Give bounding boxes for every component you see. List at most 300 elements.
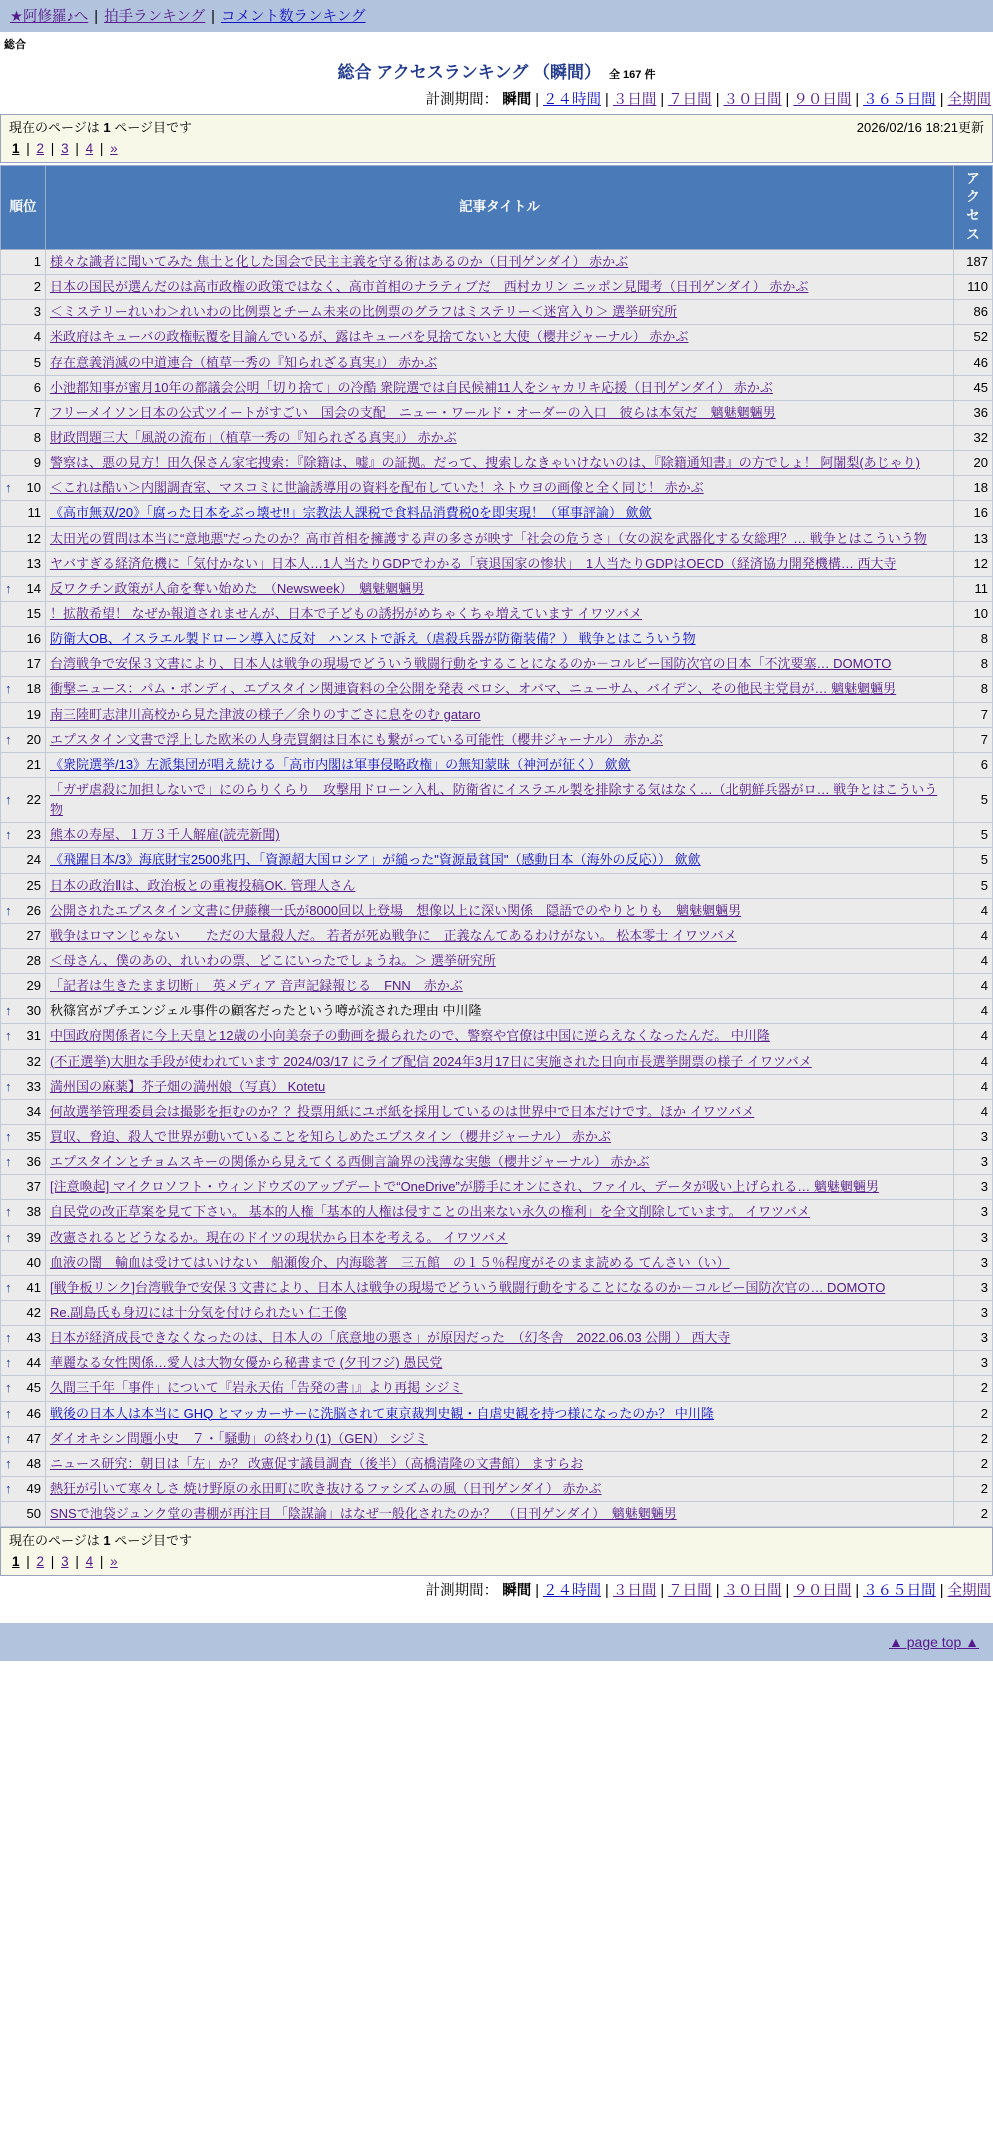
article-link[interactable]: 南三陸町志津川高校から見た津波の様子／余りのすごさに息をのむ gataro [50, 706, 481, 722]
ranking-table [0, 165, 993, 1528]
article-link[interactable]: 太田光の質問は本当に“意地悪”だったのか？高市首相を擁護する声の多さが映す「社会の危うさ」（女の涙を武器化する女総理？… 戦争とはこういう物 [50, 530, 927, 546]
updated-timestamp: 2026/02/16 18:21更新 [856, 120, 984, 135]
separator: | [22, 140, 34, 156]
article-link[interactable]: 熱狂が引いて寒々しさ 焼け野原の永田町に吹き抜けるファシズムの風（日刊ゲンダイ） 赤かぶ [50, 1480, 602, 1496]
rank-cell [1, 1175, 46, 1200]
rank-number: 46 [26, 1405, 41, 1421]
table-row [1, 1175, 993, 1200]
rank-number: 9 [33, 455, 41, 471]
rank-number: 10 [26, 480, 41, 496]
access-count: 4 [980, 978, 988, 994]
rank-number: 19 [26, 706, 41, 722]
rank-cell [1, 1049, 46, 1074]
article-link[interactable]: 防衛大OB、イスラエル製ドローン導入に反対 ハンストで訴え（虐殺兵器が防衛装備？） 戦争とはこういう物 [50, 631, 696, 647]
rank-cell [1, 1200, 46, 1225]
article-link[interactable]: 血液の闇 輸血は受けてはいけない 船瀬俊介、内海聡著 三五館 の１５％程度がそのまま読める てんさい（い） [50, 1254, 730, 1270]
topnav-link[interactable]: 拍手ランキング [104, 9, 206, 25]
access-count: 4 [980, 1003, 988, 1019]
access-cell [954, 1426, 993, 1451]
topnav-link[interactable]: ★阿修羅♪へ [10, 9, 89, 25]
title-cell [46, 300, 954, 325]
access-count: 6 [980, 756, 988, 772]
article-link[interactable]: 熊本の寿屋、１万３千人解雇(読売新聞) [50, 827, 280, 843]
access-cell [954, 526, 993, 551]
rank-number: 27 [26, 927, 41, 943]
article-link[interactable]: ニュース研究：朝日は「左」か？ 改憲促す議員調査（後半）（高橋清隆の文書館） ますらお [50, 1455, 584, 1471]
article-link[interactable]: フリーメイソン日本の公式ツイートがすごい 国会の支配 ニュー・ワールド・オーダーの入口 彼らは本気だ 魑魅魍魎男 [50, 404, 776, 420]
separator: | [656, 92, 669, 108]
title-cell [46, 1351, 954, 1376]
rank-number: 25 [26, 877, 41, 893]
article-link[interactable]: 久間三千年「事件」について『岩永天佑「告発の書」』より再掲 シジミ [50, 1380, 463, 1396]
title-cell [46, 1326, 954, 1351]
period-link[interactable]: ３日間 [612, 92, 657, 108]
access-count: 5 [980, 877, 988, 893]
rank-cell [1, 375, 46, 400]
page-link[interactable]: 2 [36, 1553, 45, 1569]
rank-up-icon: ↑ [5, 1330, 12, 1346]
title-cell [46, 778, 954, 823]
title-cell [46, 1099, 954, 1124]
table-row [1, 426, 993, 451]
rank-up-icon: ↑ [5, 1229, 12, 1245]
access-count: 7 [980, 731, 988, 747]
access-count: 2 [980, 1380, 988, 1396]
table-row [1, 823, 993, 848]
title-cell [46, 325, 954, 350]
article-link[interactable]: ＜母さん、僕のあの、れいわの票、どこにいったでしょうね。＞ 選挙研究所 [50, 953, 496, 968]
rank-cell [1, 923, 46, 948]
rank-up-icon: ↑ [5, 1380, 12, 1396]
access-cell [954, 1451, 993, 1476]
rank-up-icon: ↑ [5, 1078, 12, 1094]
page-link[interactable]: 3 [61, 1553, 69, 1569]
title-cell [46, 1200, 954, 1225]
article-link[interactable]: 買収、脅迫、殺人で世界が動いていることを知らしめたエプスタイン（櫻井ジャーナル） 赤かぶ [50, 1128, 611, 1144]
table-row [1, 1401, 993, 1426]
rank-cell [1, 702, 46, 727]
page-link[interactable]: 4 [85, 1553, 94, 1569]
access-cell [954, 1300, 993, 1325]
title-cell [46, 1024, 954, 1049]
table-row [1, 350, 993, 375]
title-cell [46, 501, 954, 526]
table-row [1, 300, 993, 325]
access-cell [954, 1502, 993, 1527]
article-link[interactable]: 華麗なる女性関係…愛人は大物女優から秘書まで (夕刊フジ) 愚民党 [50, 1355, 443, 1371]
title-cell [46, 652, 954, 677]
period-link[interactable]: ３０日間 [723, 92, 782, 108]
rank-number: 21 [26, 756, 41, 772]
topnav-link[interactable]: コメント数ランキング [220, 9, 366, 25]
rank-number: 45 [26, 1380, 41, 1396]
bottom-bar [0, 1623, 993, 1661]
access-count: 13 [973, 530, 988, 546]
access-count: 4 [980, 1053, 988, 1069]
article-link[interactable]: 「ガザ虐殺に加担しないで」にのらりくらり 攻撃用ドローン入札、防衛省にイスラエル製を排除する気はなく…（北朝鮮兵器がロ… 戦争とはこういう物 [50, 782, 938, 818]
article-link[interactable]: 小池都知事が蜜月10年の都議会公明「切り捨て」の冷酷 衆院選では自民候補11人をシャカリキ応援（日刊ゲンダイ） 赤かぶ [50, 379, 773, 395]
rank-cell [1, 1024, 46, 1049]
rank-number: 41 [26, 1279, 41, 1295]
table-row [1, 576, 993, 601]
current-page-number: 1 [103, 120, 111, 135]
period-link[interactable]: ９０日間 [793, 92, 852, 108]
access-cell [954, 426, 993, 451]
table-row [1, 873, 993, 898]
table-row [1, 1326, 993, 1351]
rank-number: 31 [26, 1028, 41, 1044]
article-link[interactable]: ダイオキシン問題小史 ７・「騒動」の終わり(1)（GEN） シジミ [50, 1430, 428, 1446]
rank-up-icon: ↑ [5, 792, 12, 808]
rank-number: 42 [26, 1304, 41, 1320]
access-cell [954, 823, 993, 848]
rank-number: 13 [26, 555, 41, 571]
rank-number: 2 [33, 279, 41, 295]
rank-cell [1, 476, 46, 501]
rank-up-icon: ↑ [5, 1279, 12, 1295]
rank-cell [1, 1426, 46, 1451]
rank-up-icon: ↑ [5, 1128, 12, 1144]
access-cell [954, 275, 993, 300]
access-cell [954, 702, 993, 727]
access-count: 3 [980, 1128, 988, 1144]
table-row [1, 898, 993, 923]
rank-up-icon: ↑ [5, 902, 12, 918]
article-link[interactable]: ＜これは酷い＞内閣調査室、マスコミに世論誘導用の資料を配布していた！ネトウヨの画像と全く同じ！ 赤かぶ [50, 480, 704, 496]
rank-number: 18 [26, 681, 41, 697]
ranking-title: 総合 アクセスランキング （瞬間） [337, 63, 601, 82]
rank-number: 4 [33, 329, 41, 345]
rank-up-icon: ↑ [5, 731, 12, 747]
title-cell [46, 250, 954, 275]
rank-up-icon: ↑ [5, 681, 12, 697]
title-cell [46, 1401, 954, 1426]
access-cell [954, 1175, 993, 1200]
article-link[interactable]: 米政府はキューバの政権転覆を目論んでいるが、露はキューバを見捨てないと大使（櫻井ジャーナル） 赤かぶ [50, 329, 689, 345]
period-nav-top [0, 85, 993, 114]
table-row [1, 923, 993, 948]
pagination-bottom [9, 1551, 984, 1571]
article-link[interactable]: 自民党の改正草案を見て下さい。 基本的人権「基本的人権は侵すことの出来ない永久の権利」を全文削除しています。 イワツバメ [50, 1204, 810, 1220]
bottom-whitespace [0, 1661, 993, 1695]
rank-number: 36 [26, 1154, 41, 1170]
table-row [1, 1351, 993, 1376]
access-cell [954, 1250, 993, 1275]
period-link[interactable]: ２４時間 [543, 92, 602, 108]
access-count: 5 [980, 792, 988, 808]
title-cell [46, 1175, 954, 1200]
rank-number: 6 [33, 379, 41, 395]
page-link[interactable]: » [110, 1553, 118, 1569]
title-cell [46, 1376, 954, 1401]
article-link[interactable]: 満州国の麻薬】芥子畑の満州娘（写真） Kotetu [50, 1078, 326, 1094]
rank-number: 43 [26, 1330, 41, 1346]
title-cell [46, 602, 954, 627]
column-header-title: 記事タイトル [46, 165, 954, 250]
article-link[interactable]: 台湾戦争で安保３文書により、日本人は戦争の現場でどういう戦闘行動をすることになるのか－コルビー国防次官の日本「不沈要塞… DOMOTO [50, 656, 892, 672]
access-count: 4 [980, 1028, 988, 1044]
access-cell [954, 501, 993, 526]
rank-number: 24 [26, 852, 41, 868]
access-count: 3 [980, 1154, 988, 1170]
article-link[interactable]: 戦後の日本人は本当に GHQ とマッカーサーに洗脳されて東京裁判史観・自虐史観を持つ様になったのか？ 中川隆 [50, 1405, 714, 1421]
period-link[interactable]: ７日間 [668, 92, 712, 108]
title-cell [46, 426, 954, 451]
access-count: 2 [980, 1405, 988, 1421]
article-link[interactable]: 日本の政治Ⅱは、政治板との重複投稿OK. 管理人さん [50, 877, 356, 893]
article-link[interactable]: 衝撃ニュース：パム・ボンディ、エプスタイン関連資料の全公開を発表 ペロシ、オバマ、ニューサム、バイデン、その他民主党員が… 魑魅魍魎男 [50, 681, 897, 697]
rank-number: 35 [26, 1128, 41, 1144]
article-link[interactable]: 公開されたエプスタイン文書に伊藤穰一氏が8000回以上登場 想像以上に深い関係 隠語でのやりとりも 魑魅魍魎男 [50, 902, 742, 918]
table-row [1, 250, 993, 275]
table-row [1, 451, 993, 476]
title-cell [46, 727, 954, 752]
title-cell [46, 1426, 954, 1451]
article-link[interactable]: 日本の国民が選んだのは高市政権の政策ではなく、高市首相のナラティブだ 西村カリン ニッポン見聞考（日刊ゲンダイ） 赤かぶ [50, 279, 809, 295]
table-header-row [1, 165, 993, 250]
title-cell [46, 823, 954, 848]
title-cell [46, 1300, 954, 1325]
access-count: 8 [980, 681, 988, 697]
title-cell [46, 1275, 954, 1300]
article-link[interactable]: ヤバすぎる経済危機に「気付かない」日本人…1人当たりGDPでわかる「衰退国家の惨状」 1人当たりGDPはOECD（経済協力開発機構… 西大寺 [50, 555, 897, 571]
separator: | [531, 1582, 544, 1599]
table-row [1, 752, 993, 777]
article-link[interactable]: 中国政府関係者に今上天皇と12歳の小向美奈子の動画を撮られたので、警察や官僚は中国に逆らえなくなったんだ。 中川隆 [50, 1028, 770, 1044]
title-cell [46, 551, 954, 576]
separator: | [22, 1553, 34, 1569]
rank-number: 17 [26, 656, 41, 672]
article-link[interactable]: Re.副島氏も身辺には十分気を付けられたい 仁王像 [50, 1304, 347, 1320]
access-cell [954, 898, 993, 923]
separator: | [47, 140, 59, 156]
period-link[interactable]: ３６５日間 [863, 92, 936, 108]
article-link[interactable]: (不正選挙)大胆な手段が使われています 2024/03/17 にライブ配信 2024年3月17日に実施された日向市長選挙開票の様子 イワツバメ [50, 1053, 812, 1069]
rank-number: 32 [26, 1053, 41, 1069]
table-row [1, 325, 993, 350]
article-link[interactable]: 何故選挙管理委員会は撮影を拒むのか？？投票用紙にユポ紙を採用しているのは世界中で日本だけです。ほか イワツバメ [50, 1103, 755, 1119]
article-link[interactable]: エプスタインとチョムスキーの関係から見えてくる西側言論界の浅薄な実態（櫻井ジャーナル） 赤かぶ [50, 1154, 650, 1170]
article-link[interactable]: 「記者は生きたまま切断」 英メディア 音声記録報じる FNN 赤かぶ [50, 978, 463, 994]
access-count: 36 [973, 404, 988, 420]
table-row [1, 1476, 993, 1501]
article-link[interactable]: [注意喚起] マイクロソフト・ウィンドウズのアップデートで“OneDrive”が勝手にオンにされ、ファイル、データが吸い上げられる… 魑魅魍魎男 [50, 1179, 879, 1195]
article-link[interactable]: 財政問題三大「風説の流布」（植草一秀の『知られざる真実』） 赤かぶ [50, 430, 457, 446]
title-cell [46, 999, 954, 1024]
current-page-status: 現在のページは 1 ページ目です [9, 120, 192, 135]
rank-number: 39 [26, 1229, 41, 1245]
access-count: 18 [973, 480, 988, 496]
table-row [1, 1376, 993, 1401]
rank-number: 23 [26, 827, 41, 843]
title-cell [46, 752, 954, 777]
article-link[interactable]: ！拡散希望！ なぜか報道されませんが、日本で子どもの誘拐がめちゃくちゃ増えています イワツバメ [50, 606, 642, 622]
access-cell [954, 1476, 993, 1501]
board-label: 総合 [4, 39, 26, 51]
table-row [1, 1225, 993, 1250]
rank-up-icon: ↑ [5, 480, 12, 496]
table-row [1, 1451, 993, 1476]
page-link[interactable]: » [110, 140, 118, 156]
table-row [1, 999, 993, 1024]
title-cell [46, 923, 954, 948]
separator: | [935, 1582, 948, 1599]
access-cell [954, 974, 993, 999]
rank-number: 33 [26, 1078, 41, 1094]
access-cell [954, 350, 993, 375]
access-count: 3 [980, 1229, 988, 1245]
period-link[interactable]: 全期間 [947, 1582, 991, 1599]
rank-up-icon: ↑ [5, 1355, 12, 1371]
separator: | [71, 1553, 83, 1569]
page-current: 1 [12, 1553, 20, 1569]
table-row [1, 627, 993, 652]
title-cell [46, 949, 954, 974]
top-nav-bar [0, 0, 993, 32]
access-count: 52 [973, 329, 988, 345]
page-top-link[interactable]: ▲ page top ▲ [889, 1633, 979, 1650]
article-link[interactable]: 《衆院選挙/13》左派集団が唱え続ける「高市内閣は軍事侵略政権」の無知蒙昧（神河が征く） 歛歛 [50, 756, 631, 772]
title-cell [46, 1502, 954, 1527]
title-cell [46, 350, 954, 375]
access-cell [954, 1200, 993, 1225]
period-link[interactable]: 全期間 [947, 92, 991, 108]
rank-number: 48 [26, 1455, 41, 1471]
period-link[interactable]: ７日間 [668, 1582, 712, 1599]
access-count: 12 [973, 555, 988, 571]
period-link[interactable]: ３０日間 [723, 1582, 782, 1599]
period-current: 瞬間 [502, 1582, 532, 1599]
rank-up-icon: ↑ [5, 1154, 12, 1170]
title-cell [46, 873, 954, 898]
rank-up-icon: ↑ [5, 1204, 12, 1220]
title-cell [46, 1250, 954, 1275]
access-cell [954, 1150, 993, 1175]
title-cell [46, 1225, 954, 1250]
title-cell [46, 702, 954, 727]
total-count: 全 167 件 [608, 69, 656, 81]
article-link[interactable]: 《飛躍日本/3》海底財宝2500兆円、「資源超大国ロシア」が縋った"資源最貧国"（感動日本（海外の反応）） 歛歛 [50, 852, 701, 868]
separator: | [851, 92, 864, 108]
page-link[interactable]: 2 [36, 140, 45, 156]
table-row [1, 677, 993, 702]
article-link[interactable]: SNSで池袋ジュンク堂の書棚が再注目 「陰謀論」はなぜ一般化されたのか？ （日刊ゲンダイ） 魑魅魍魎男 [50, 1506, 677, 1522]
period-current: 瞬間 [502, 92, 532, 108]
access-count: 46 [973, 354, 988, 370]
separator: | [781, 1582, 794, 1599]
access-cell [954, 652, 993, 677]
rank-cell [1, 752, 46, 777]
table-row [1, 1074, 993, 1099]
rank-cell [1, 1250, 46, 1275]
table-row [1, 1024, 993, 1049]
table-row [1, 778, 993, 823]
separator: | [851, 1582, 864, 1599]
separator: | [531, 92, 544, 108]
current-page-number: 1 [103, 1533, 111, 1549]
title-cell [46, 476, 954, 501]
period-link[interactable]: ３６５日間 [863, 1582, 936, 1599]
table-row [1, 1124, 993, 1149]
rank-cell [1, 1476, 46, 1501]
table-row [1, 400, 993, 425]
rank-cell [1, 974, 46, 999]
access-count: 4 [980, 953, 988, 968]
separator: | [47, 1553, 59, 1569]
access-cell [954, 1099, 993, 1124]
title-cell [46, 576, 954, 601]
rank-cell [1, 1275, 46, 1300]
access-count: 4 [980, 927, 988, 943]
article-link[interactable]: [戦争板リンク]台湾戦争で安保３文書により、日本人は戦争の現場でどういう戦闘行動をすることになるのか－コルビー国防次官の… DOMOTO [50, 1279, 886, 1295]
access-count: 8 [980, 631, 988, 647]
access-cell [954, 752, 993, 777]
article-link[interactable]: 反ワクチン政策が人命を奪い始めた （Newsweek） 魑魅魍魎男 [50, 580, 425, 596]
table-row [1, 1250, 993, 1275]
rank-cell [1, 1225, 46, 1250]
access-count: 3 [980, 1204, 988, 1220]
rank-cell [1, 576, 46, 601]
rank-number: 47 [26, 1430, 41, 1446]
access-count: 8 [980, 656, 988, 672]
rank-cell [1, 949, 46, 974]
article-link[interactable]: 様々な識者に聞いてみた 焦土と化した国会で民主主義を守る術はあるのか（日刊ゲンダイ） 赤かぶ [50, 254, 629, 270]
page-info-box-bottom [0, 1527, 993, 1576]
access-count: 3 [980, 1254, 988, 1270]
article-link[interactable]: 改憲されるとどうなるか。現在のドイツの現状から日本を考える。 イワツバメ [50, 1229, 508, 1245]
access-cell [954, 999, 993, 1024]
rank-number: 7 [33, 404, 41, 420]
rank-number: 40 [26, 1254, 41, 1270]
period-link[interactable]: ２４時間 [543, 1582, 602, 1599]
access-cell [954, 1074, 993, 1099]
article-link[interactable]: 存在意義消滅の中道連合（植草一秀の『知られざる真実』） 赤かぶ [50, 354, 438, 370]
period-label: 計測期間： [425, 92, 503, 108]
access-cell [954, 1049, 993, 1074]
article-link: 秋篠宮がプチエンジェル事件の顧客だったという噂が流された理由 中川隆 [50, 1003, 482, 1019]
access-count: 2 [980, 1480, 988, 1496]
article-link[interactable]: 警察は、悪の見方！田久保さん家宅捜索：『除籍は、嘘』の証拠。だって、捜索しなきゃいけないのは、『除籍通知書』の方でしょ！ 阿闍梨(あじゃり) [50, 455, 921, 471]
rank-number: 28 [26, 953, 41, 968]
access-cell [954, 476, 993, 501]
page-link[interactable]: 4 [85, 140, 94, 156]
title-cell [46, 898, 954, 923]
page-link[interactable]: 3 [61, 140, 69, 156]
access-cell [954, 1401, 993, 1426]
article-link[interactable]: 《高市無双/20》「腐った日本をぶっ壊せ!!」宗教法人課税で食料品消費税0を即実現！（軍事評論） 歛歛 [50, 505, 652, 521]
rank-cell [1, 1099, 46, 1124]
access-cell [954, 325, 993, 350]
rank-number: 30 [26, 1003, 41, 1019]
access-count: 2 [980, 1430, 988, 1446]
page-current: 1 [12, 140, 20, 156]
rank-cell [1, 400, 46, 425]
rank-cell [1, 873, 46, 898]
access-count: 3 [980, 1355, 988, 1371]
article-link[interactable]: 戦争はロマンじゃない ただの大量殺人だ。 若者が死ぬ戦争に 正義なんてあるわけがない。 松本零士 イワツバメ [50, 927, 737, 943]
period-link[interactable]: ９０日間 [793, 1582, 852, 1599]
rank-number: 15 [26, 606, 41, 622]
title-cell [46, 1124, 954, 1149]
period-label: 計測期間： [425, 1582, 503, 1599]
table-row [1, 1300, 993, 1325]
article-link[interactable]: エプスタイン文書で浮上した欧米の人身売買網は日本にも繋がっている可能性（櫻井ジャーナル） 赤かぶ [50, 731, 663, 747]
article-link[interactable]: 日本が経済成長できなくなったのは、日本人の「底意地の悪さ」が原因だった （幻冬舎 2022.06.03 公開 ） 西大寺 [50, 1330, 731, 1346]
period-link[interactable]: ３日間 [612, 1582, 657, 1599]
rank-cell [1, 426, 46, 451]
article-link[interactable]: ＜ミステリーれいわ＞れいわの比例票とチーム未来の比例票のグラフはミステリー＜迷宮入り＞ 選挙研究所 [50, 304, 678, 320]
rank-number: 3 [33, 304, 41, 320]
